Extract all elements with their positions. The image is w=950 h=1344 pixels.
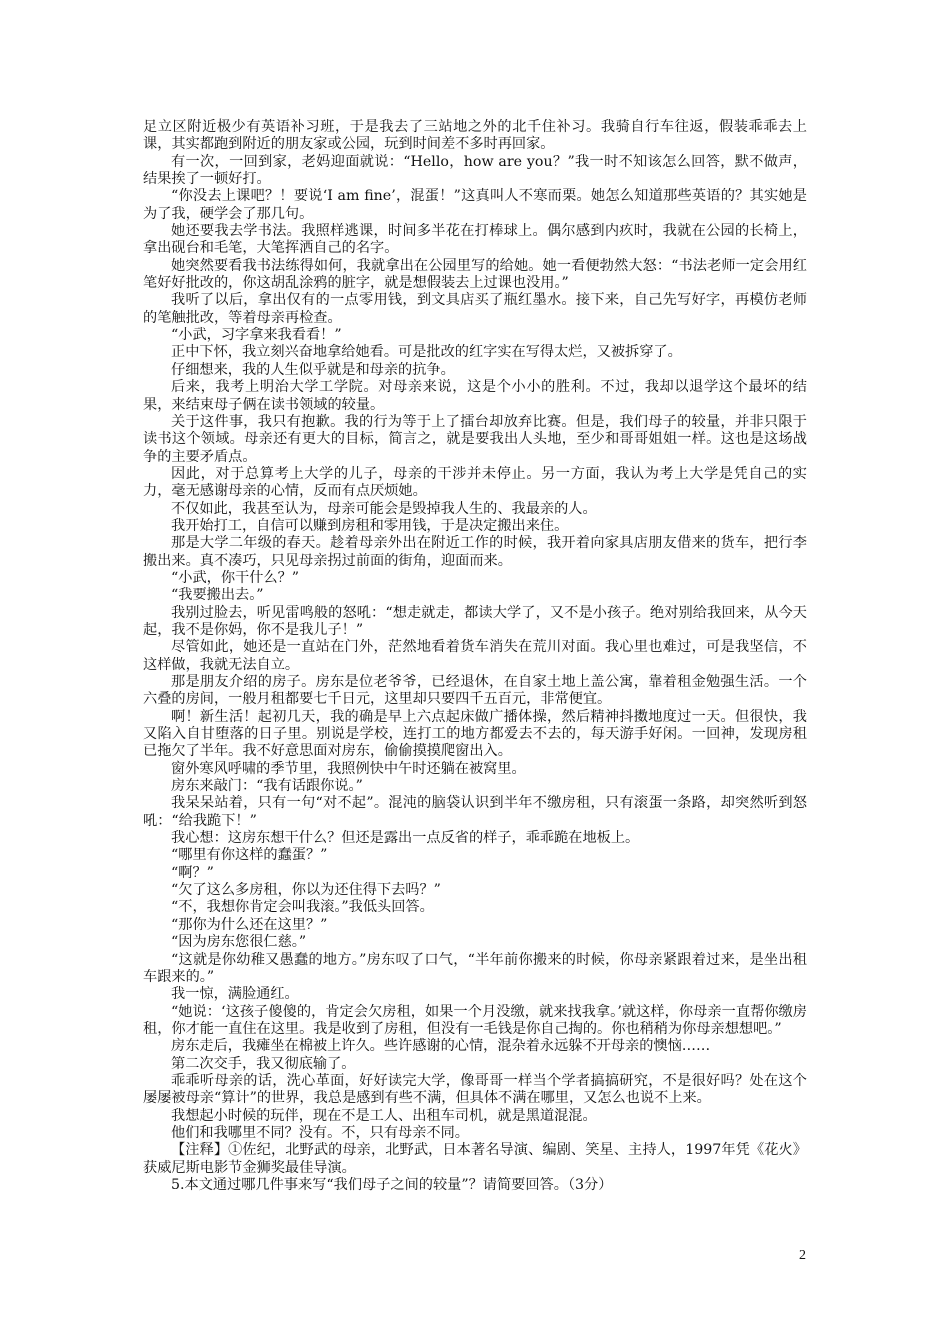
paragraph: “我要搬出去。” bbox=[171, 587, 264, 604]
paragraph: 乖乖听母亲的话，洗心革面，好好读完大学，像哥哥一样当个学者搞搞研究，不是很好吗？处在这个屡屡被母亲“算计”的世界，我总是感到有些不满，但具体不满在哪里，又怎么也说不上来。 bbox=[143, 1072, 807, 1107]
paragraph: 房东来敲门：“我有话跟你说。” bbox=[171, 778, 363, 795]
paragraph: “欠了这么多房租，你以为还住得下去吗？” bbox=[171, 882, 441, 899]
paragraph: 我别过脸去，听见雷鸣般的怒吼：“想走就走，都读大学了，又不是小孩子。绝对别给我回来，从今天起，我不是你妈，你不是我儿子！” bbox=[143, 604, 807, 638]
paragraph: 【注释】①佐纪，北野武的母亲，北野武，日本著名导演、编剧、笑星、主持人，1997年凭《花火》获威尼斯电影节金狮奖最佳导演。 bbox=[143, 1142, 807, 1176]
paragraph: 我一惊，满脸通红。 bbox=[171, 986, 299, 1003]
paragraph: “不，我想你肯定会叫我滚。”我低头回答。 bbox=[171, 899, 434, 916]
paragraph: 她突然要看我书法练得如何，我就拿出在公园里写的给她。她一看便勃然大怒：“书法老师一定会用红笔好好批改的，你这胡乱涂鸦的脏字，就是想假装去上过课也没用。” bbox=[143, 257, 807, 292]
paragraph: 房东走后，我瘫坐在棉被上许久。些许感谢的心情，混杂着永远躲不开母亲的懊恼…… bbox=[171, 1038, 711, 1055]
paragraph: 正中下怀，我立刻兴奋地拿给她看。可是批改的红字实在写得太烂，又被拆穿了。 bbox=[171, 344, 682, 361]
paragraph: 第二次交手，我又彻底输了。 bbox=[171, 1055, 356, 1072]
paragraph: 我听了以后，拿出仅有的一点零用钱，到文具店买了瓶红墨水。接下来，自己先写好字，再模仿老师的笔触批改，等着母亲再检查。 bbox=[143, 292, 807, 326]
paragraph: “因为房东您很仁慈。” bbox=[171, 934, 307, 951]
paragraph: 5.本文通过哪几件事来写“我们母子之间的较量”？请简要回答。（3分） bbox=[171, 1176, 613, 1193]
paragraph: 我想起小时候的玩伴，现在不是工人、出租车司机，就是黑道混混。 bbox=[171, 1107, 597, 1124]
paragraph: 她还要我去学书法。我照样逃课，时间多半花在打棒球上。偶尔感到内疚时，我就在公园的长椅上，拿出砚台和毛笔，大笔挥洒自己的名字。 bbox=[143, 223, 807, 257]
paragraph: “她说：‘这孩子傻傻的，肯定会欠房租，如果一个月没缴，就来找我拿。’就这样，你母亲一直帮你缴房租，你才能一直住在这里。我是收到了房租，但没有一毛钱是你自己掏的。你也稍稍为你母亲想想吧。” bbox=[143, 1003, 807, 1037]
article-body bbox=[143, 119, 807, 1194]
paragraph: “这就是你幼稚又愚蠢的地方。”房东叹了口气，“半年前你搬来的时候，你母亲紧跟着过来，是坐出租车跟来的。” bbox=[143, 951, 807, 985]
paragraph: “小武，习字拿来我看看！” bbox=[171, 327, 342, 344]
paragraph: 因此，对于总算考上大学的儿子，母亲的干涉并未停止。另一方面，我认为考上大学是凭自己的实力，毫无感谢母亲的心情，反而有点厌烦她。 bbox=[143, 465, 807, 500]
paragraph: 窗外寒风呼啸的季节里，我照例快中午时还躺在被窝里。 bbox=[171, 760, 526, 777]
paragraph: “那你为什么还在这里？” bbox=[171, 916, 328, 933]
paragraph: 尽管如此，她还是一直站在门外，茫然地看着货车消失在荒川对面。我心里也难过，可是我坚信，不这样做，我就无法自立。 bbox=[143, 639, 807, 673]
paragraph: 后来，我考上明治大学工学院。对母亲来说，这是个小小的胜利。不过，我却以退学这个最坏的结果，来结束母子俩在读书领域的较量。 bbox=[143, 379, 807, 413]
paragraph: 他们和我哪里不同？没有。不，只有母亲不同。 bbox=[171, 1124, 469, 1141]
page-number: 2 bbox=[799, 1248, 806, 1263]
paragraph: “你没去上课吧？！要说‘I am fine’，混蛋！”这真叫人不寒而栗。她怎么知道那些英语的？其实她是为了我，硬学会了那几句。 bbox=[143, 188, 807, 222]
paragraph: 我心想：这房东想干什么？但还是露出一点反省的样子，乖乖跪在地板上。 bbox=[171, 830, 640, 847]
paragraph: 那是大学二年级的春天。趁着母亲外出在附近工作的时候，我开着向家具店朋友借来的货车，把行李搬出来。真不凑巧，只见母亲拐过前面的街角，迎面而来。 bbox=[143, 535, 807, 569]
paragraph: 我开始打工，自信可以赚到房租和零用钱，于是决定搬出来住。 bbox=[171, 517, 569, 534]
paragraph: “哪里有你这样的蠢蛋？” bbox=[171, 847, 328, 864]
paragraph: 那是朋友介绍的房子。房东是位老爷爷，已经退休，在自家土地上盖公寓，靠着租金勉强生活。一个六叠的房间，一般月租都要七千日元，这里却只要四千五百元，非常便宜。 bbox=[143, 674, 807, 708]
paragraph: 关于这件事，我只有抱歉。我的行为等于上了擂台却放弃比赛。但是，我们母子的较量，并非只限于读书这个领域。母亲还有更大的目标，简言之，就是要我出人头地，至少和哥哥姐姐一样。这也是这场战争的主要矛盾点。 bbox=[143, 413, 807, 465]
paragraph: 不仅如此，我甚至认为，母亲可能会是毁掉我人生的、我最亲的人。 bbox=[171, 500, 597, 517]
paragraph: 有一次，一回到家，老妈迎面就说：“Hello，how are you？”我一时不知该怎么回答，默不做声，结果挨了一顿好打。 bbox=[143, 153, 807, 188]
paragraph: 我呆呆站着，只有一句“对不起”。混沌的脑袋认识到半年不缴房租，只有滚蛋一条路，却突然听到怒吼：“给我跪下！” bbox=[143, 795, 807, 829]
paragraph: 仔细想来，我的人生似乎就是和母亲的抗争。 bbox=[171, 361, 455, 378]
paragraph: 啊！新生活！起初几天，我的确是早上六点起床做广播体操，然后精神抖擞地度过一天。但很快，我又陷入自甘堕落的日子里。别说是学校，连打工的地方都爱去不去的，每天游手好闲。一回神，发现房租已拖欠了半年。我不好意思面对房东，偷偷摸摸爬窗出入。 bbox=[143, 708, 807, 760]
paragraph: “小武，你干什么？” bbox=[171, 569, 300, 586]
paragraph: 足立区附近极少有英语补习班，于是我去了三站地之外的北千住补习。我骑自行车往返，假装乖乖去上课，其实都跑到附近的朋友家或公园，玩到时间差不多时再回家。 bbox=[143, 119, 807, 153]
paragraph: “啊？” bbox=[171, 864, 214, 881]
